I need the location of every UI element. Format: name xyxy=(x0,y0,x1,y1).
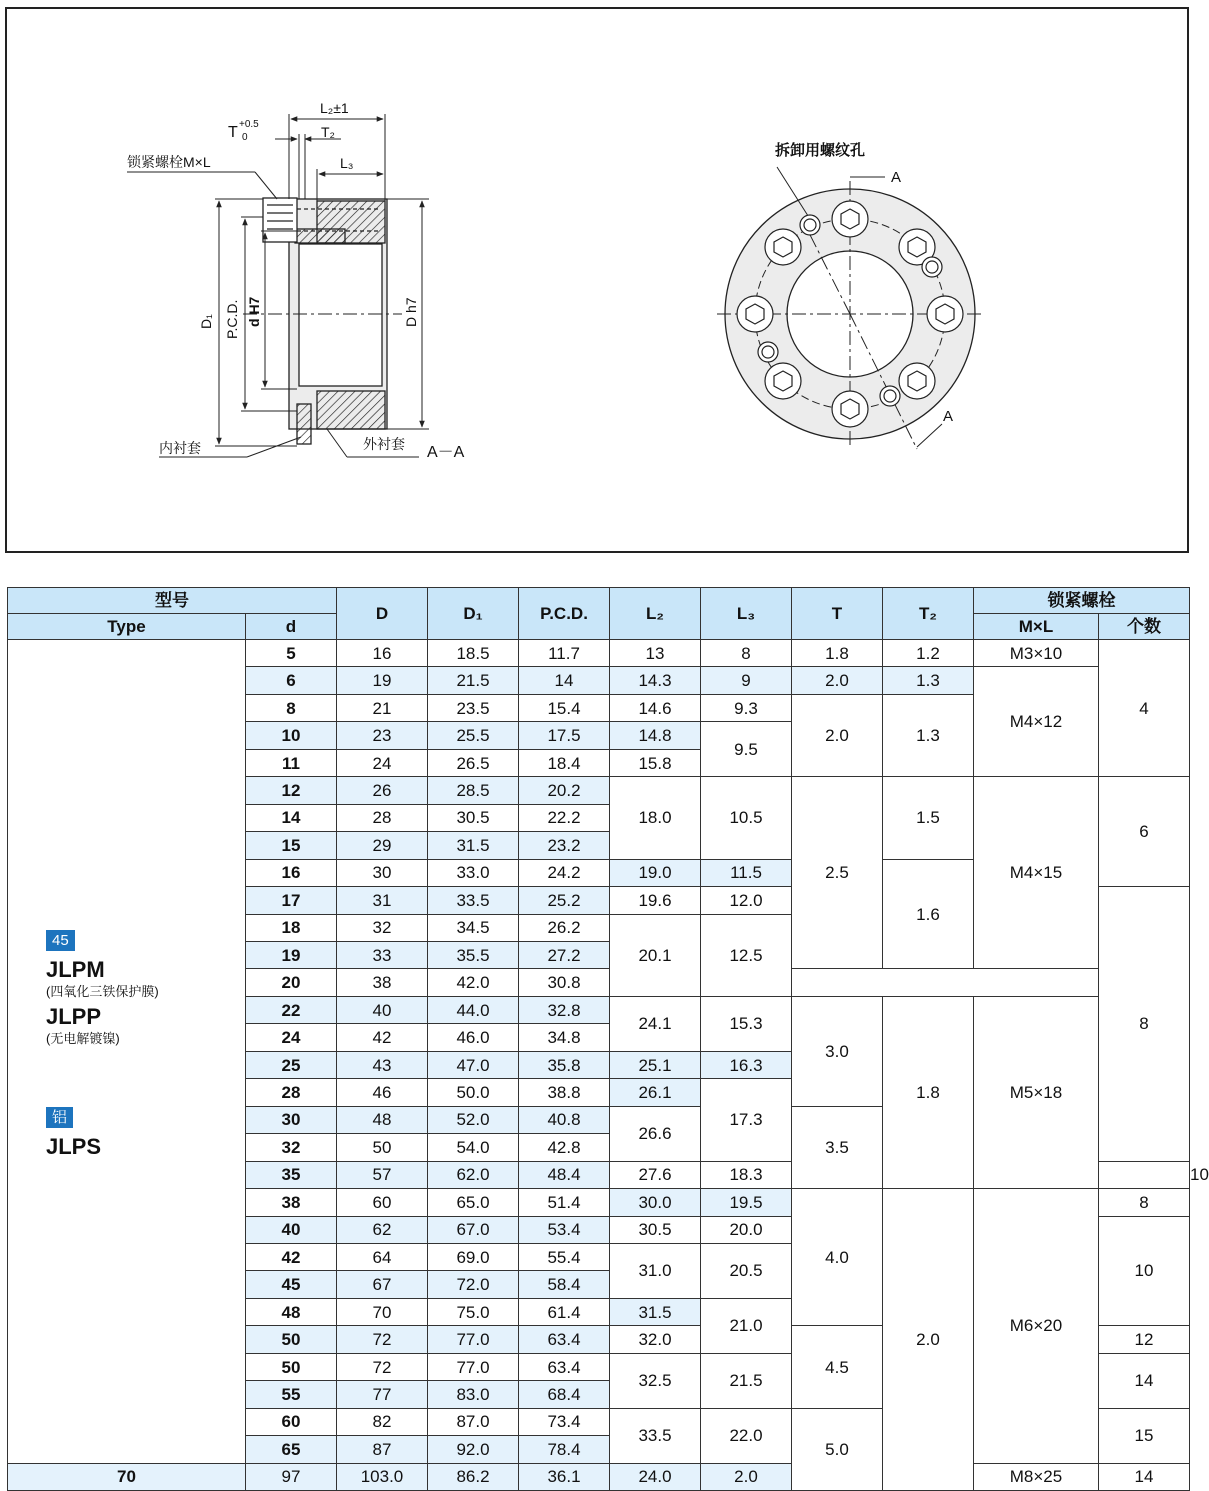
table-cell: 32.8 xyxy=(519,996,610,1023)
table-cell: 30.5 xyxy=(428,804,519,831)
table-cell: 73.4 xyxy=(519,1408,610,1435)
header-d: d xyxy=(246,614,337,640)
table-cell: 1.8 xyxy=(792,640,883,667)
table-cell: 70 xyxy=(337,1298,428,1325)
table-cell: 16 xyxy=(337,640,428,667)
table-cell: 69.0 xyxy=(428,1243,519,1270)
table-cell: 42 xyxy=(337,1024,428,1051)
table-cell: 87 xyxy=(337,1436,428,1463)
table-cell: 42 xyxy=(246,1243,337,1270)
label-outer-ring: 外衬套 xyxy=(363,436,405,452)
table-cell: 29 xyxy=(337,832,428,859)
note-jlpm: (四氧化三铁保护膜) xyxy=(46,984,159,999)
table-cell: 83.0 xyxy=(428,1381,519,1408)
table-cell: 20.1 xyxy=(610,914,701,996)
table-cell: 19.6 xyxy=(610,887,701,914)
table-cell: 1.8 xyxy=(883,996,974,1188)
table-cell: 25.2 xyxy=(519,887,610,914)
table-cell: 72 xyxy=(337,1353,428,1380)
table-cell: 97 xyxy=(246,1463,337,1490)
table-cell: 14 xyxy=(1099,1353,1190,1408)
table-cell: 36.1 xyxy=(519,1463,610,1490)
table-cell: 38 xyxy=(246,1189,337,1216)
table-cell: 30.5 xyxy=(610,1216,701,1243)
table-cell: 8 xyxy=(1099,887,1190,1162)
table-cell: 46 xyxy=(337,1079,428,1106)
table-cell: 23 xyxy=(337,722,428,749)
table-cell: 21 xyxy=(337,694,428,721)
table-cell: 60 xyxy=(337,1189,428,1216)
table-cell: M8×25 xyxy=(974,1463,1099,1490)
table-cell: 30 xyxy=(246,1106,337,1133)
table-row xyxy=(8,640,1190,667)
table-cell: 40 xyxy=(246,1216,337,1243)
header-T: T xyxy=(792,588,883,640)
table-cell: 19.0 xyxy=(610,859,701,886)
table-cell: 78.4 xyxy=(519,1436,610,1463)
table-cell: 2.0 xyxy=(883,1189,974,1491)
table-cell: 65 xyxy=(246,1436,337,1463)
table-cell: 77.0 xyxy=(428,1326,519,1353)
table-cell: 30.0 xyxy=(610,1189,701,1216)
table-cell: 48.4 xyxy=(519,1161,610,1188)
header-T2: T₂ xyxy=(883,588,974,640)
table-cell: 22.2 xyxy=(519,804,610,831)
table-cell: 25.5 xyxy=(428,722,519,749)
table-cell: 26.1 xyxy=(610,1079,701,1106)
header-L2: L₂ xyxy=(610,588,701,640)
table-cell: 17 xyxy=(246,887,337,914)
label-dH7: d H7 xyxy=(246,296,262,327)
table-cell: 19 xyxy=(246,941,337,968)
table-cell: 33 xyxy=(337,941,428,968)
table-cell: 9.5 xyxy=(701,722,792,777)
header-bolt: 锁紧螺栓 xyxy=(974,588,1190,614)
label-section-a-bottom: A xyxy=(943,408,954,425)
table-cell: 62.0 xyxy=(428,1161,519,1188)
table-cell: 63.4 xyxy=(519,1353,610,1380)
header-D1: D₁ xyxy=(428,588,519,640)
table-cell: 20 xyxy=(246,969,337,996)
table-cell: 92.0 xyxy=(428,1436,519,1463)
label-L2: L₂±1 xyxy=(320,100,349,116)
table-cell: 8 xyxy=(246,694,337,721)
label-inner-ring: 内衬套 xyxy=(159,440,201,456)
table-cell: 23.5 xyxy=(428,694,519,721)
table-body xyxy=(8,640,1209,1491)
table-cell: 27.6 xyxy=(610,1161,701,1188)
table-cell: 10.5 xyxy=(701,777,792,859)
table-cell: 28 xyxy=(337,804,428,831)
table-cell: 82 xyxy=(337,1408,428,1435)
table-cell: 31.0 xyxy=(610,1243,701,1298)
label-PCD: P.C.D. xyxy=(224,299,240,339)
table-cell: 28.5 xyxy=(428,777,519,804)
table-cell: 32.5 xyxy=(610,1353,701,1408)
table-cell: 67 xyxy=(337,1271,428,1298)
table-cell: 40 xyxy=(337,996,428,1023)
table-cell: 58.4 xyxy=(519,1271,610,1298)
table-cell: 10 xyxy=(1099,1216,1190,1326)
header-model: 型号 xyxy=(8,588,337,614)
table-cell: 32 xyxy=(337,914,428,941)
table-cell: 6 xyxy=(246,667,337,694)
table-cell: 72.0 xyxy=(428,1271,519,1298)
table-cell: 13 xyxy=(610,640,701,667)
table-cell: 14.6 xyxy=(610,694,701,721)
table-cell: 35 xyxy=(246,1161,337,1188)
table-cell: 22 xyxy=(246,996,337,1023)
table-cell: 52.0 xyxy=(428,1106,519,1133)
table-cell: 70 xyxy=(8,1463,246,1490)
table-cell: 20.0 xyxy=(701,1216,792,1243)
table-cell: 20.5 xyxy=(701,1243,792,1298)
table-cell: 50 xyxy=(337,1134,428,1161)
label-T: T xyxy=(228,124,238,141)
table-row xyxy=(8,1463,1190,1490)
table-cell: 33.5 xyxy=(428,887,519,914)
technical-drawing xyxy=(7,9,1191,555)
table-cell: 6 xyxy=(1099,777,1190,887)
table-cell: 28 xyxy=(246,1079,337,1106)
table-cell: 38.8 xyxy=(519,1079,610,1106)
table-cell: 24.0 xyxy=(610,1463,701,1490)
table-cell: 14 xyxy=(519,667,610,694)
label-D1: D₁ xyxy=(198,314,214,329)
table-cell: 54.0 xyxy=(428,1134,519,1161)
table-cell: 50 xyxy=(246,1353,337,1380)
table-cell: 24.1 xyxy=(610,996,701,1051)
table-cell: 57 xyxy=(337,1161,428,1188)
table-cell: 2.0 xyxy=(792,694,883,776)
spec-table xyxy=(7,587,1209,1491)
table-cell: 75.0 xyxy=(428,1298,519,1325)
table-cell: 32.0 xyxy=(610,1326,701,1353)
label-section: A－A xyxy=(427,444,465,461)
table-cell: 18.4 xyxy=(519,749,610,776)
table-cell: 10 xyxy=(246,722,337,749)
table-cell: 21.5 xyxy=(428,667,519,694)
table-cell: 34.8 xyxy=(519,1024,610,1051)
table-cell: 63.4 xyxy=(519,1326,610,1353)
table-cell: 25.1 xyxy=(610,1051,701,1078)
table-cell: 2.0 xyxy=(792,667,883,694)
table-cell: 2.0 xyxy=(701,1463,792,1490)
table-cell: 62 xyxy=(337,1216,428,1243)
table-cell: 11 xyxy=(246,749,337,776)
table-cell: 14.8 xyxy=(610,722,701,749)
type-cell xyxy=(8,640,246,1464)
table-cell: 1.6 xyxy=(883,859,974,969)
table-cell: 27.2 xyxy=(519,941,610,968)
table-cell: 61.4 xyxy=(519,1298,610,1325)
table-cell: 3.5 xyxy=(792,1106,883,1188)
table-cell: 20.2 xyxy=(519,777,610,804)
table-cell: 38 xyxy=(337,969,428,996)
table-cell: 19.5 xyxy=(701,1189,792,1216)
table-cell: M5×18 xyxy=(974,996,1099,1188)
table-cell: 34.5 xyxy=(428,914,519,941)
table-cell: 55.4 xyxy=(519,1243,610,1270)
table-cell: 16.3 xyxy=(701,1051,792,1078)
table-cell: 22.0 xyxy=(701,1408,792,1463)
series-jlpm: JLPM xyxy=(46,957,105,982)
table-cell: 46.0 xyxy=(428,1024,519,1051)
drawing-panel xyxy=(5,7,1189,553)
table-cell: 86.2 xyxy=(428,1463,519,1490)
label-section-a-top: A xyxy=(891,169,902,186)
table-cell: 8 xyxy=(701,640,792,667)
header-PCD: P.C.D. xyxy=(519,588,610,640)
table-cell: 14.3 xyxy=(610,667,701,694)
material-tag-45: 45 xyxy=(46,930,75,951)
label-removal-hole: 拆卸用螺纹孔 xyxy=(775,142,866,159)
table-cell: 77.0 xyxy=(428,1353,519,1380)
table-cell: 50 xyxy=(246,1326,337,1353)
series-jlpp: JLPP xyxy=(46,1004,102,1029)
table-cell: 15.8 xyxy=(610,749,701,776)
table-cell: 103.0 xyxy=(337,1463,428,1490)
table-cell: M6×20 xyxy=(974,1189,1099,1464)
table-cell: 67.0 xyxy=(428,1216,519,1243)
table-cell: 14 xyxy=(246,804,337,831)
table-cell: 35.5 xyxy=(428,941,519,968)
table-cell: 16 xyxy=(246,859,337,886)
table-cell: 9 xyxy=(701,667,792,694)
table-cell: 19 xyxy=(337,667,428,694)
table-cell: 68.4 xyxy=(519,1381,610,1408)
table-cell: 48 xyxy=(337,1106,428,1133)
table-cell: 31 xyxy=(337,887,428,914)
table-cell: 44.0 xyxy=(428,996,519,1023)
table-cell: 11.5 xyxy=(701,859,792,886)
table-cell: 4 xyxy=(1099,640,1190,777)
header-D: D xyxy=(337,588,428,640)
table-cell: 26.2 xyxy=(519,914,610,941)
table-cell: 21.0 xyxy=(701,1298,792,1353)
table-cell: 9.3 xyxy=(701,694,792,721)
label-T-upper: +0.5 xyxy=(239,119,259,130)
table-cell: 5 xyxy=(246,640,337,667)
table-cell: 12 xyxy=(1099,1326,1190,1353)
table-cell: 42.8 xyxy=(519,1134,610,1161)
table-cell: 24 xyxy=(337,749,428,776)
header-L3: L₃ xyxy=(701,588,792,640)
table-cell: 26 xyxy=(337,777,428,804)
table-cell: 40.8 xyxy=(519,1106,610,1133)
table-cell: 33.5 xyxy=(610,1408,701,1463)
label-bolt: 锁紧螺栓M×L xyxy=(127,154,211,170)
table-cell: 77 xyxy=(337,1381,428,1408)
table-cell: 45 xyxy=(246,1271,337,1298)
table-cell: 12.5 xyxy=(701,914,792,996)
table-cell: 30.8 xyxy=(519,969,610,996)
table-cell: 18 xyxy=(246,914,337,941)
table-cell: 18.0 xyxy=(610,777,701,859)
label-T-lower: 0 xyxy=(242,132,248,143)
table-cell: 25 xyxy=(246,1051,337,1078)
header-type: Type xyxy=(8,614,246,640)
table-cell: 31.5 xyxy=(610,1298,701,1325)
table-cell: 14 xyxy=(1099,1463,1190,1490)
table-cell: M3×10 xyxy=(974,640,1099,667)
table-cell: 30 xyxy=(337,859,428,886)
table-cell: 50.0 xyxy=(428,1079,519,1106)
table-cell: 23.2 xyxy=(519,832,610,859)
table-cell: 72 xyxy=(337,1326,428,1353)
table-cell: 65.0 xyxy=(428,1189,519,1216)
table-cell: 60 xyxy=(246,1408,337,1435)
table-cell: 18.5 xyxy=(428,640,519,667)
table-cell: 24 xyxy=(246,1024,337,1051)
table-cell: 15 xyxy=(246,832,337,859)
table-cell: 1.3 xyxy=(883,694,974,776)
material-tag-al: 铝 xyxy=(46,1107,73,1128)
table-cell: 12.0 xyxy=(701,887,792,914)
header-ML: M×L xyxy=(974,614,1099,640)
table-cell: 11.7 xyxy=(519,640,610,667)
series-jlps: JLPS xyxy=(46,1134,102,1159)
table-cell: 26.6 xyxy=(610,1106,701,1161)
table-cell: 15 xyxy=(1099,1408,1190,1463)
table-cell: 15.4 xyxy=(519,694,610,721)
table-cell: 1.3 xyxy=(883,667,974,694)
table-cell: 17.3 xyxy=(701,1079,792,1161)
table-cell: 87.0 xyxy=(428,1408,519,1435)
table-row: 32 50 54.0 42.8 10 xyxy=(8,1134,1190,1161)
label-L3: L₃ xyxy=(340,155,354,171)
table-cell: 33.0 xyxy=(428,859,519,886)
table-cell: 64 xyxy=(337,1243,428,1270)
table-cell: 4.5 xyxy=(792,1326,883,1408)
table-cell: 42.0 xyxy=(428,969,519,996)
table-cell: 8 xyxy=(1099,1189,1190,1216)
table-cell: 31.5 xyxy=(428,832,519,859)
table-cell: 51.4 xyxy=(519,1189,610,1216)
table-cell: 1.2 xyxy=(883,640,974,667)
table-cell: 12 xyxy=(246,777,337,804)
table-cell: 55 xyxy=(246,1381,337,1408)
table-cell: 18.3 xyxy=(701,1161,792,1188)
table-cell: 1.5 xyxy=(883,777,974,859)
table-cell: 24.2 xyxy=(519,859,610,886)
header-count: 个数 xyxy=(1099,614,1190,640)
table-cell: 43 xyxy=(337,1051,428,1078)
label-T2: T₂ xyxy=(321,124,335,140)
note-jlpp: (无电解镀镍) xyxy=(46,1031,120,1046)
table-cell: 15.3 xyxy=(701,996,792,1051)
table-cell: 3.0 xyxy=(792,996,883,1106)
table-cell: 17.5 xyxy=(519,722,610,749)
table-cell: 5.0 xyxy=(792,1408,883,1490)
table-cell: 26.5 xyxy=(428,749,519,776)
table-cell: M4×15 xyxy=(974,777,1099,969)
table-cell: 2.5 xyxy=(792,777,883,969)
table-cell: 21.5 xyxy=(701,1353,792,1408)
table-cell: 48 xyxy=(246,1298,337,1325)
table-cell: 53.4 xyxy=(519,1216,610,1243)
label-Dh7: D h7 xyxy=(403,297,419,327)
table-cell: 4.0 xyxy=(792,1189,883,1326)
table-cell: M4×12 xyxy=(974,667,1099,777)
table-cell: 47.0 xyxy=(428,1051,519,1078)
table-cell: 32 xyxy=(246,1134,337,1161)
table-cell: 35.8 xyxy=(519,1051,610,1078)
